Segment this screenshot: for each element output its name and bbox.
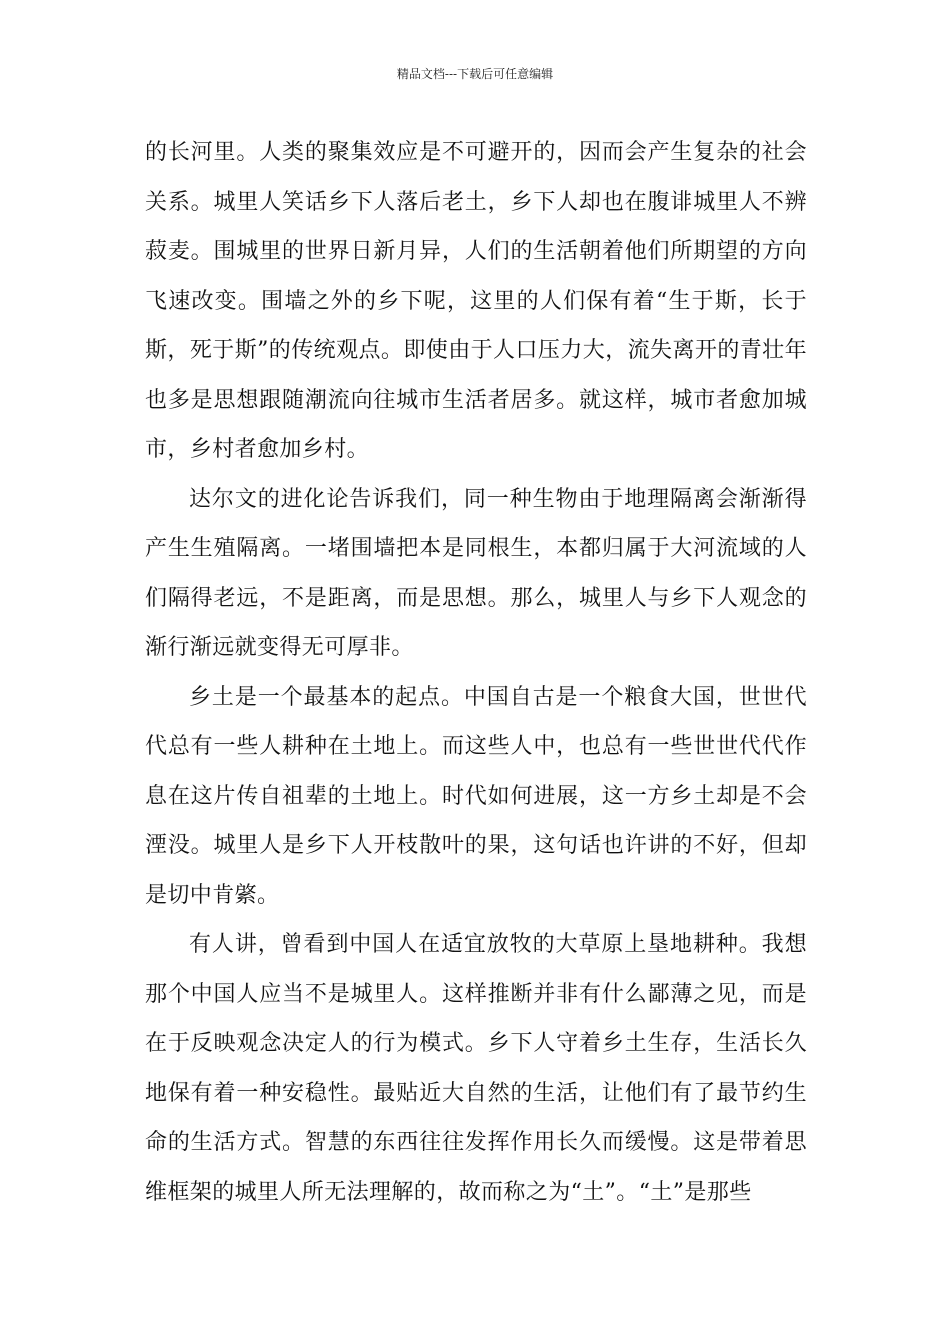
paragraph-1: 的长河里。人类的聚集效应是不可避开的，因而会产生复杂的社会关系。城里人笑话乡下人落后老土，乡下人却也在腹诽城里人不辨菽麦。围城里的世界日新月异，人们的生活朝着他们所期望的方向飞速改变。围墙之外的乡下呢，这里的人们保有着“生于斯，长于斯，死于斯”的传统观点。即使由于人口压力大，流失离开的青壮年也多是思想跟随潮流向往城市生活者居多。就这样，城市者愈加城市，乡村者愈加乡村。 [145,140,807,462]
paragraph-4: 有人讲，曾看到中国人在适宜放牧的大草原上垦地耕种。我想那个中国人应当不是城里人。这样推断并非有什么鄙薄之见，而是在于反映观念决定人的行为模式。乡下人守着乡土生存，生活长久地保有着一种安稳性。最贴近大自然的生活，让他们有了最节约生命的生活方式。智慧的东西往往发挥作用长久而缓慢。这是带着思维框架的城里人所无法理解的，故而称之为“土”。“土”是那些 [145,932,807,1205]
page-header: 精品文档---下载后可任意编辑 [396,67,554,81]
document-body [145,128,807,1217]
paragraph-2: 达尔文的进化论告诉我们，同一种生物由于地理隔离会渐渐得产生生殖隔离。一堵围墙把本是同根生，本都归属于大河流域的人们隔得老远，不是距离，而是思想。那么，城里人与乡下人观念的渐行渐远就变得无可厚非。 [145,486,807,660]
paragraph-3: 乡土是一个最基本的起点。中国自古是一个粮食大国，世世代代总有一些人耕种在土地上。而这些人中，也总有一些世世代代作息在这片传自祖辈的土地上。时代如何进展，这一方乡土却是不会湮没。城里人是乡下人开枝散叶的果，这句话也许讲的不好，但却是切中肯綮。 [145,684,807,908]
